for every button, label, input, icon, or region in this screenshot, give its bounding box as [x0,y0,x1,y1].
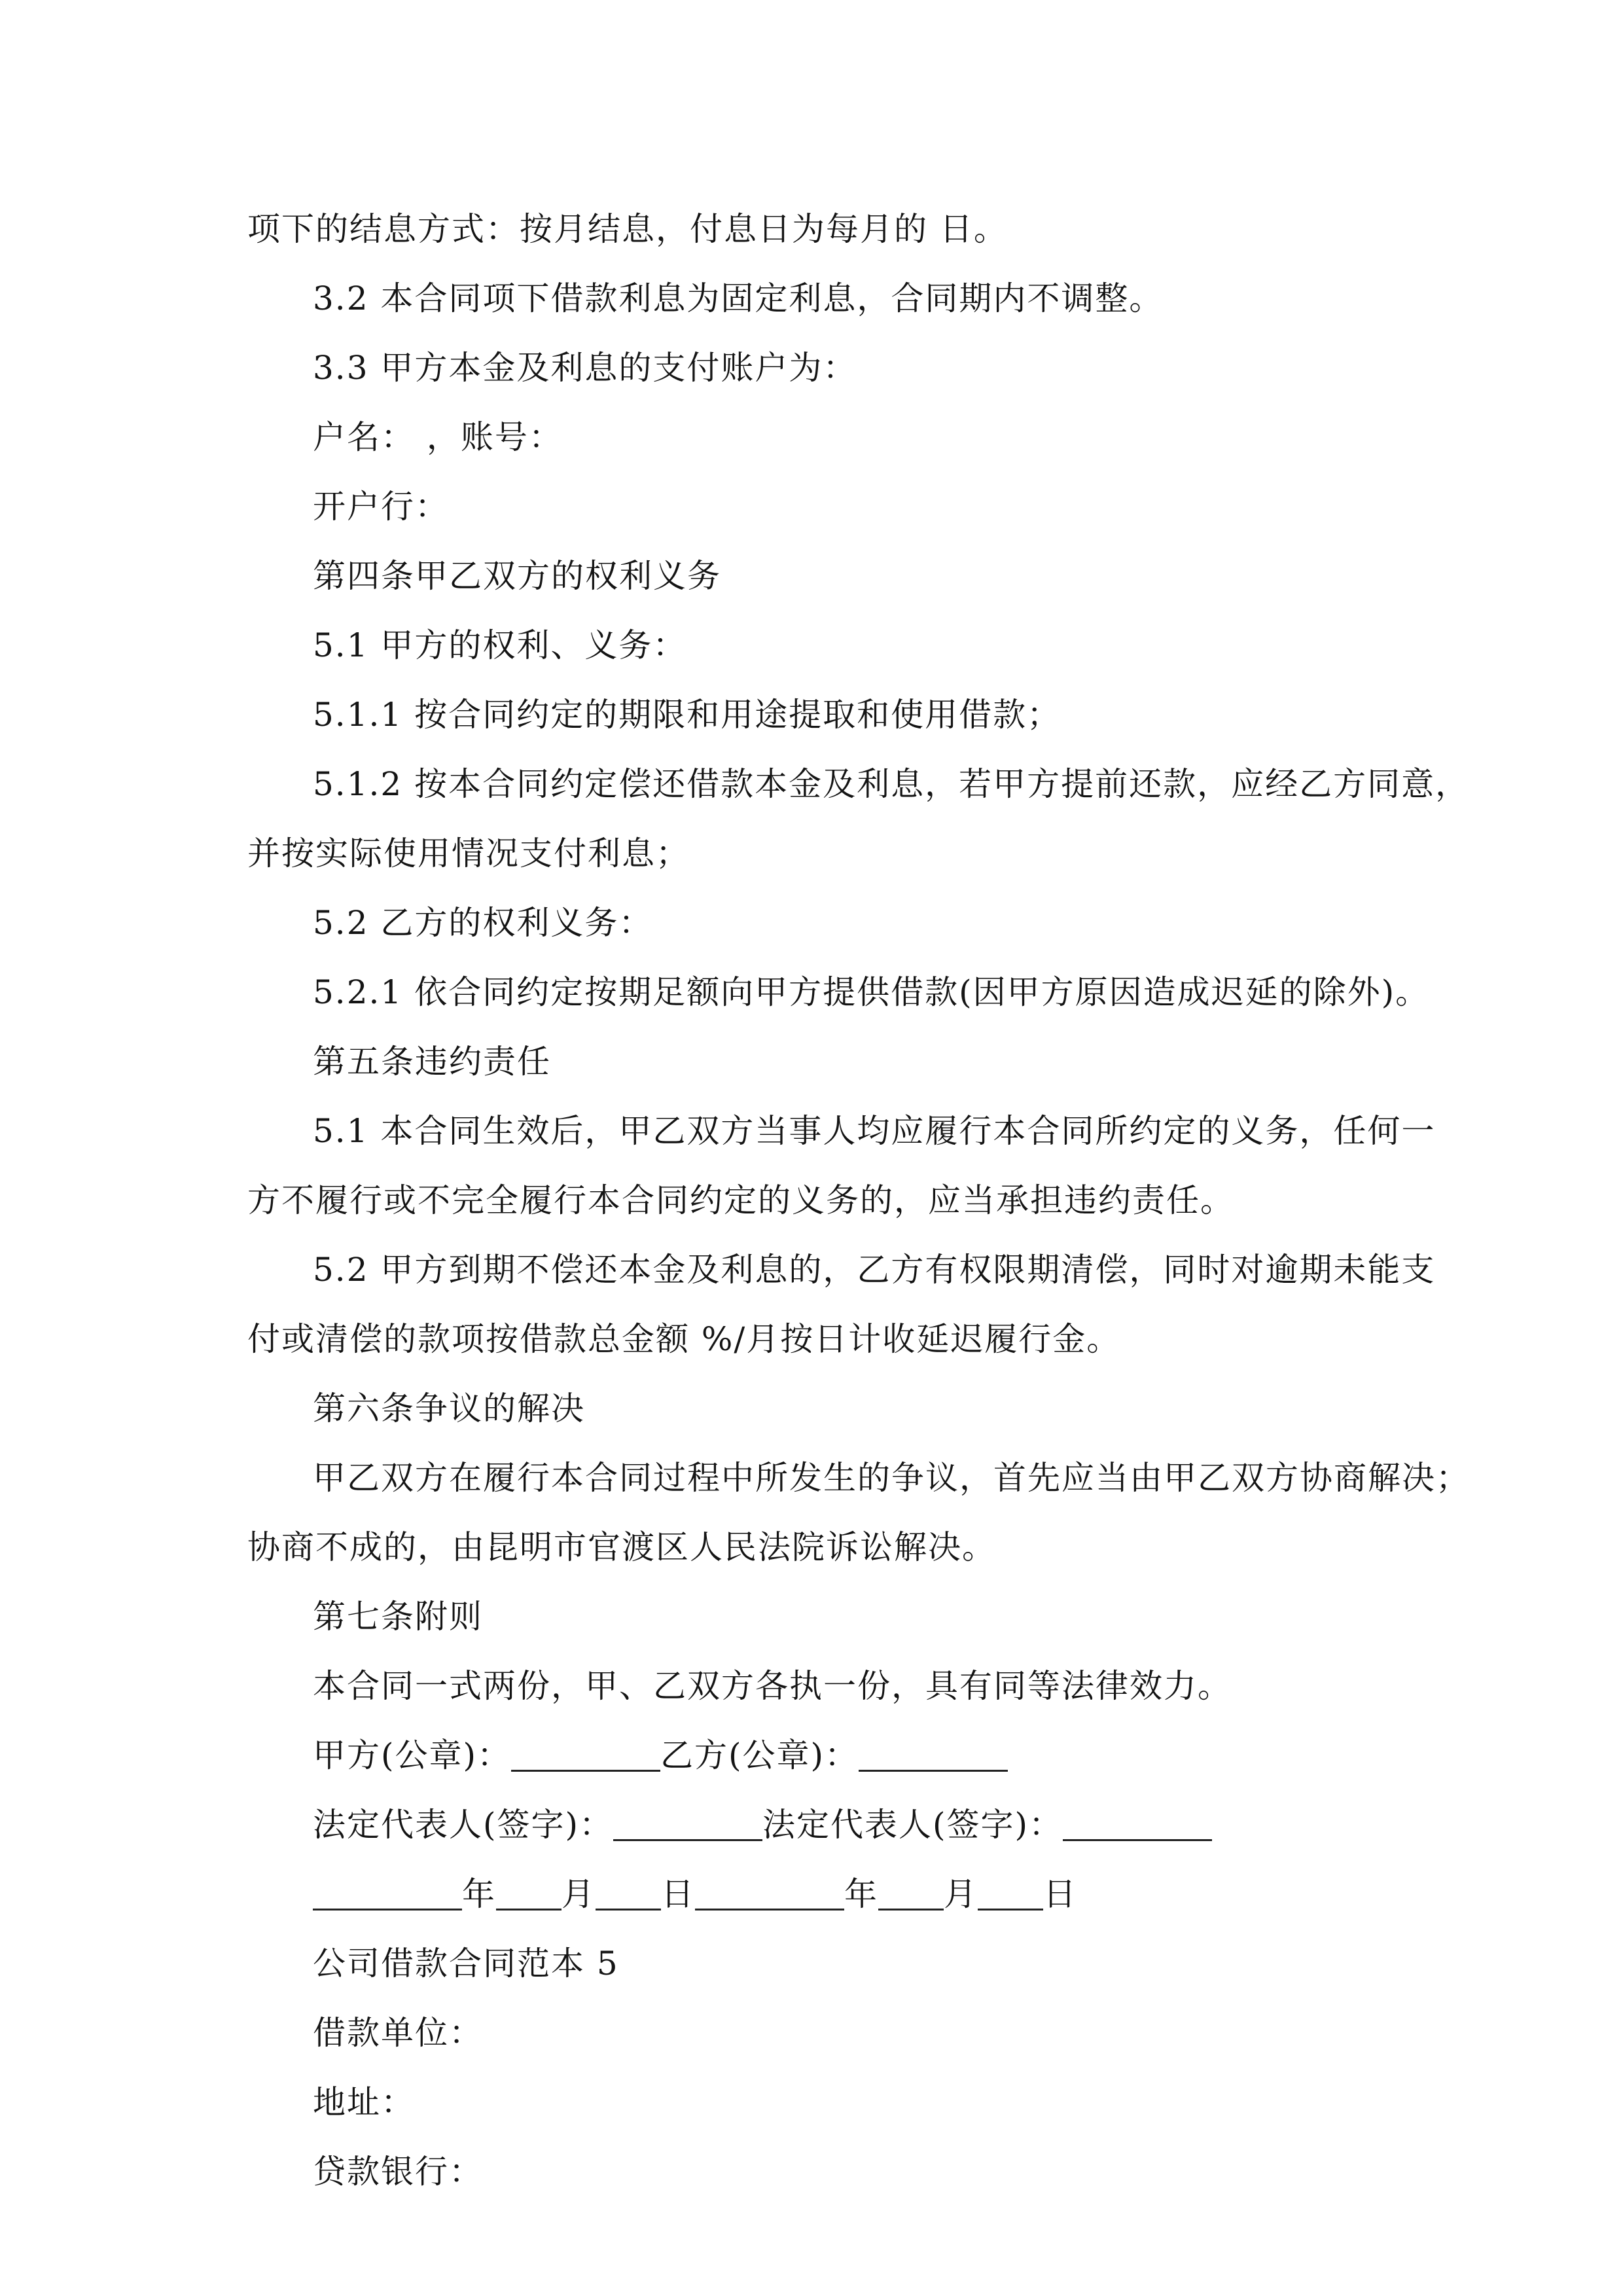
borrower-line: 借款单位： [313,2014,483,2052]
date-b-month-label: 月 [944,1875,978,1913]
paragraph-breach-5-1: 5.1 本合同生效后，甲乙双方当事人均应履行本合同所约定的义务，任何一 [313,1112,1436,1150]
date-a-month-blank [496,1871,562,1910]
article-6-heading: 第六条争议的解决 [313,1390,585,1427]
paragraph-5-2-1: 5.2.1 依合同约定按期足额向甲方提供借款(因甲方原因造成迟延的除外)。 [313,973,1430,1011]
paragraph-breach-5-2-cont: 付或清偿的款项按借款总金额 %/月按日计收延迟履行金。 [247,1320,1121,1358]
party-b-seal-label: 乙方(公章)： [660,1736,859,1774]
date-b-year-blank [695,1871,844,1910]
next-contract-title: 公司借款合同范本 5 [313,1945,619,1982]
paragraph-breach-5-1-cont: 方不履行或不完全履行本合同约定的义务的，应当承担违约责任。 [247,1181,1234,1219]
paragraph-5-2: 5.2 乙方的权利义务： [313,904,653,942]
paragraph-dispute-cont: 协商不成的，由昆明市官渡区人民法院诉讼解决。 [247,1528,996,1566]
date-a-day-label: 日 [661,1875,695,1913]
party-a-rep-blank [613,1801,762,1841]
representative-line [247,1790,1393,1859]
date-a-month-label: 月 [562,1875,596,1913]
paragraph-5-1-2-cont: 并按实际使用情况支付利息； [247,834,690,872]
party-a-seal-blank [511,1732,660,1772]
seal-line [247,1721,1393,1790]
bank-branch-line: 开户行： [313,488,449,526]
article-4-heading: 第四条甲乙双方的权利义务 [313,557,721,595]
date-a-day-blank [596,1871,661,1910]
paragraph-breach-5-2: 5.2 甲方到期不偿还本金及利息的，乙方有权限期清偿，同时对逾期未能支 [313,1251,1436,1289]
date-b-year-label: 年 [844,1875,878,1913]
paragraph-3-2: 3.2 本合同项下借款利息为固定利息，合同期内不调整。 [313,279,1164,317]
paragraph-dispute: 甲乙双方在履行本合同过程中所发生的争议，首先应当由甲乙双方协商解决； [313,1459,1470,1497]
article-7-heading: 第七条附则 [313,1598,483,1636]
article-5-heading: 第五条违约责任 [313,1043,551,1081]
paragraph-5-1-2: 5.1.2 按本合同约定偿还借款本金及利息，若甲方提前还款，应经乙方同意， [313,765,1470,803]
address-line: 地址： [313,2083,415,2121]
party-a-seal-label: 甲方(公章)： [313,1736,512,1774]
document-body [247,194,1470,2206]
party-a-rep-label: 法定代表人(签字)： [313,1806,614,1844]
party-b-seal-blank [859,1732,1008,1772]
paragraph-5-1-1: 5.1.1 按合同约定的期限和用途提取和使用借款； [313,696,1061,734]
date-b-month-blank [878,1871,944,1910]
date-line [247,1859,1393,1929]
date-b-day-label: 日 [1043,1875,1077,1913]
lending-bank-line: 贷款银行： [313,2153,483,2191]
date-a-year-label: 年 [462,1875,496,1913]
paragraph-copies: 本合同一式两份，甲、乙双方各执一份，具有同等法律效力。 [313,1667,1232,1705]
party-b-rep-blank [1063,1801,1212,1841]
date-a-year-blank [313,1871,462,1910]
paragraph-3-3: 3.3 甲方本金及利息的支付账户为： [313,349,857,387]
paragraph-interest-method: 项下的结息方式：按月结息，付息日为每月的 日。 [247,210,1008,248]
party-b-rep-label: 法定代表人(签字)： [762,1806,1063,1844]
paragraph-5-1: 5.1 甲方的权利、义务： [313,626,687,664]
date-b-day-blank [978,1871,1043,1910]
account-name-line: 户名： ，账号： [313,418,563,456]
